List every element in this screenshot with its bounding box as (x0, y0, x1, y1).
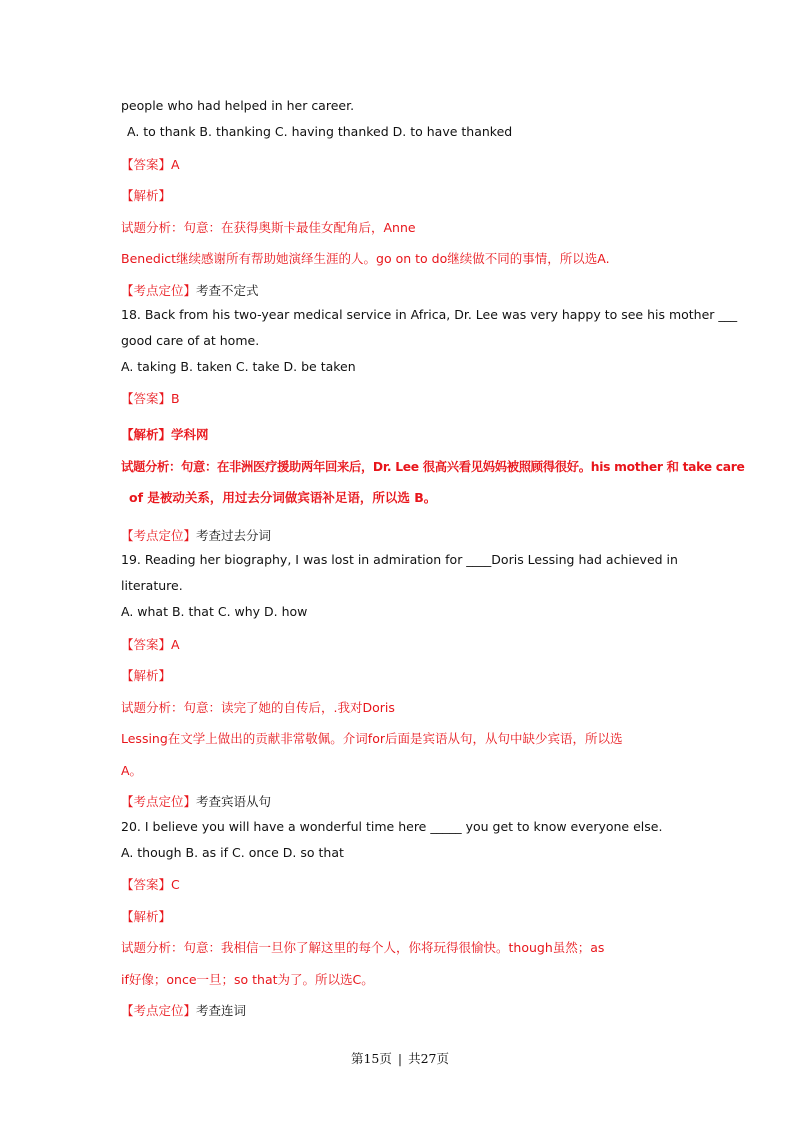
point-label: 【考点定位】 (121, 794, 197, 809)
q19-stem-line2: literature. (121, 578, 183, 593)
q18-analysis-label (121, 427, 209, 443)
page-total: 共27页 (408, 1051, 450, 1066)
point-label: 【考点定位】 (121, 1003, 197, 1018)
analysis-source: 学科网 (171, 427, 209, 442)
point-label: 【考点定位】 (121, 528, 197, 543)
point-label: 【考点定位】 (121, 283, 197, 298)
q20-answer (121, 877, 180, 893)
q17-analysis-label: 【解析】 (121, 188, 172, 203)
answer-value: B (171, 391, 180, 406)
answer-label: 【答案】 (121, 391, 172, 406)
q20-stem-line1: 20. I believe you will have a wonderful time here _____ you get to know everyone else. (121, 819, 663, 834)
q17-point (121, 283, 259, 299)
answer-label: 【答案】 (121, 157, 172, 172)
q20-options: A. though B. as if C. once D. so that (121, 845, 344, 860)
q18-answer (121, 391, 180, 407)
q20-analysis-line1: 试题分析：句意：我相信一旦你了解这里的每个人，你将玩得很愉快。though虽然；as (121, 940, 605, 955)
q20-point (121, 1003, 246, 1019)
answer-value: A (171, 637, 180, 652)
q17-answer (121, 157, 180, 173)
q17-analysis-line1: 试题分析：句意：在获得奥斯卡最佳女配角后，Anne (121, 220, 416, 235)
q18-stem-line1: 18. Back from his two-year medical service in Africa, Dr. Lee was very happy to see his mother ___ (121, 307, 738, 322)
q19-options: A. what B. that C. why D. how (121, 604, 308, 619)
q17-options: A. to thank B. thanking C. having thanked D. to have thanked (127, 124, 513, 139)
analysis-label: 【解析】 (121, 427, 172, 442)
q20-analysis-label: 【解析】 (121, 909, 172, 924)
q19-analysis-line2: Lessing在文学上做出的贡献非常敬佩。介词for后面是宾语从句，从句中缺少宾语，所以选 (121, 731, 623, 746)
q18-options: A. taking B. taken C. take D. be taken (121, 359, 356, 374)
answer-value: C (171, 877, 180, 892)
q19-analysis-line1: 试题分析：句意：读完了她的自传后，.我对Doris (121, 700, 395, 715)
q18-analysis-line2: of 是被动关系，用过去分词做宾语补足语，所以选 B。 (129, 490, 437, 505)
q19-analysis-label: 【解析】 (121, 668, 172, 683)
answer-label: 【答案】 (121, 637, 172, 652)
q19-stem-line1: 19. Reading her biography, I was lost in admiration for ____Doris Lessing had achieved in (121, 552, 678, 567)
point-value: 考查不定式 (196, 283, 259, 298)
point-value: 考查过去分词 (196, 528, 272, 543)
page-footer (0, 1049, 800, 1067)
q17-analysis-line2: Benedict继续感谢所有帮助她演绎生涯的人。go on to do继续做不同的事情，所以选A. (121, 251, 610, 266)
point-value: 考查连词 (196, 1003, 247, 1018)
answer-value: A (171, 157, 180, 172)
answer-label: 【答案】 (121, 877, 172, 892)
q20-analysis-line2: if好像；once一旦；so that为了。所以选C。 (121, 972, 374, 987)
point-value: 考查宾语从句 (196, 794, 272, 809)
q19-answer (121, 637, 180, 653)
footer-separator: | (397, 1051, 403, 1066)
q17-stem-tail: people who had helped in her career. (121, 98, 355, 113)
q19-analysis-line3: A。 (121, 763, 143, 778)
q19-point (121, 794, 271, 810)
q18-point (121, 528, 271, 544)
q18-stem-line2: good care of at home. (121, 333, 260, 348)
page-number: 第15页 (350, 1051, 392, 1066)
q18-analysis-line1: 试题分析：句意：在非洲医疗援助两年回来后，Dr. Lee 很高兴看见妈妈被照顾得很好。his mother 和 take care (121, 460, 745, 474)
